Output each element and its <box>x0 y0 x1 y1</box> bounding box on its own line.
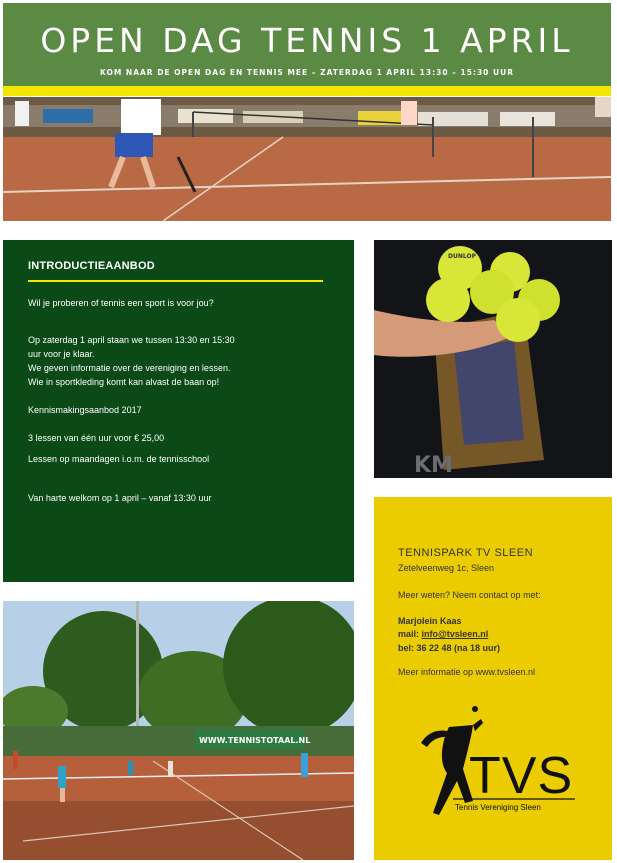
intro-schedule-line-2: uur voor je klaar. <box>28 349 95 359</box>
intro-question: Wil je proberen of tennis een sport is voor jou? <box>28 298 214 308</box>
page-subtitle: KOM NAAR DE OPEN DAG EN TENNIS MEE – ZATERDAG 1 APRIL 13:30 – 15:30 UUR <box>100 68 514 77</box>
logo-letters: TVS <box>469 747 574 805</box>
contact-person: Marjolein Kaas <box>398 616 462 626</box>
intro-panel <box>3 240 354 582</box>
contact-mail-link[interactable]: info@tvsleen.nl <box>421 629 489 639</box>
sleeve-text: KM <box>414 453 453 478</box>
intro-schedule-line-4: Wie in sportkleding komt kan alvast de baan op! <box>28 377 220 387</box>
intro-welcome: Van harte welkom op 1 april – vanaf 13:30 uur <box>28 493 212 503</box>
contact-mail-row <box>398 629 488 639</box>
contact-more-info: Meer informatie op www.tvsleen.nl <box>398 667 536 677</box>
tennis-court-photo <box>3 97 611 221</box>
contact-prompt: Meer weten? Neem contact op met: <box>398 590 541 600</box>
intro-offer-price: 3 lessen van één uur voor € 25,00 <box>28 433 165 443</box>
contact-title: TENNISPARK TV SLEEN <box>398 547 534 559</box>
contact-address: Zetelveenweg 1c, Sleen <box>398 563 495 573</box>
accent-bar <box>3 86 611 96</box>
intro-offer-title: Kennismakingsaanbod 2017 <box>28 405 142 415</box>
intro-offer-days: Lessen op maandagen i.o.m. de tennisschool <box>28 454 210 464</box>
intro-heading: INTRODUCTIEAANBOD <box>28 260 155 272</box>
contact-mail-label: mail: <box>398 629 422 639</box>
tvs-logo <box>403 703 580 827</box>
intro-schedule-line-3: We geven informatie over de vereniging en lessen. <box>28 363 231 373</box>
court-banner-text: WWW.TENNISTOTAAL.NL <box>199 736 311 745</box>
tennis-park-photo <box>3 601 354 860</box>
header-banner <box>3 3 611 86</box>
tennis-balls-photo <box>374 240 612 478</box>
page-title: OPEN DAG TENNIS 1 APRIL <box>40 21 574 60</box>
logo-caption: Tennis Vereniging Sleen <box>455 803 541 812</box>
intro-schedule-line-1: Op zaterdag 1 april staan we tussen 13:30 en 15:30 <box>28 335 235 345</box>
contact-phone: bel: 36 22 48 (na 18 uur) <box>398 643 501 653</box>
ball-brand-label: DUNLOP <box>448 253 476 260</box>
intro-divider <box>28 280 323 282</box>
